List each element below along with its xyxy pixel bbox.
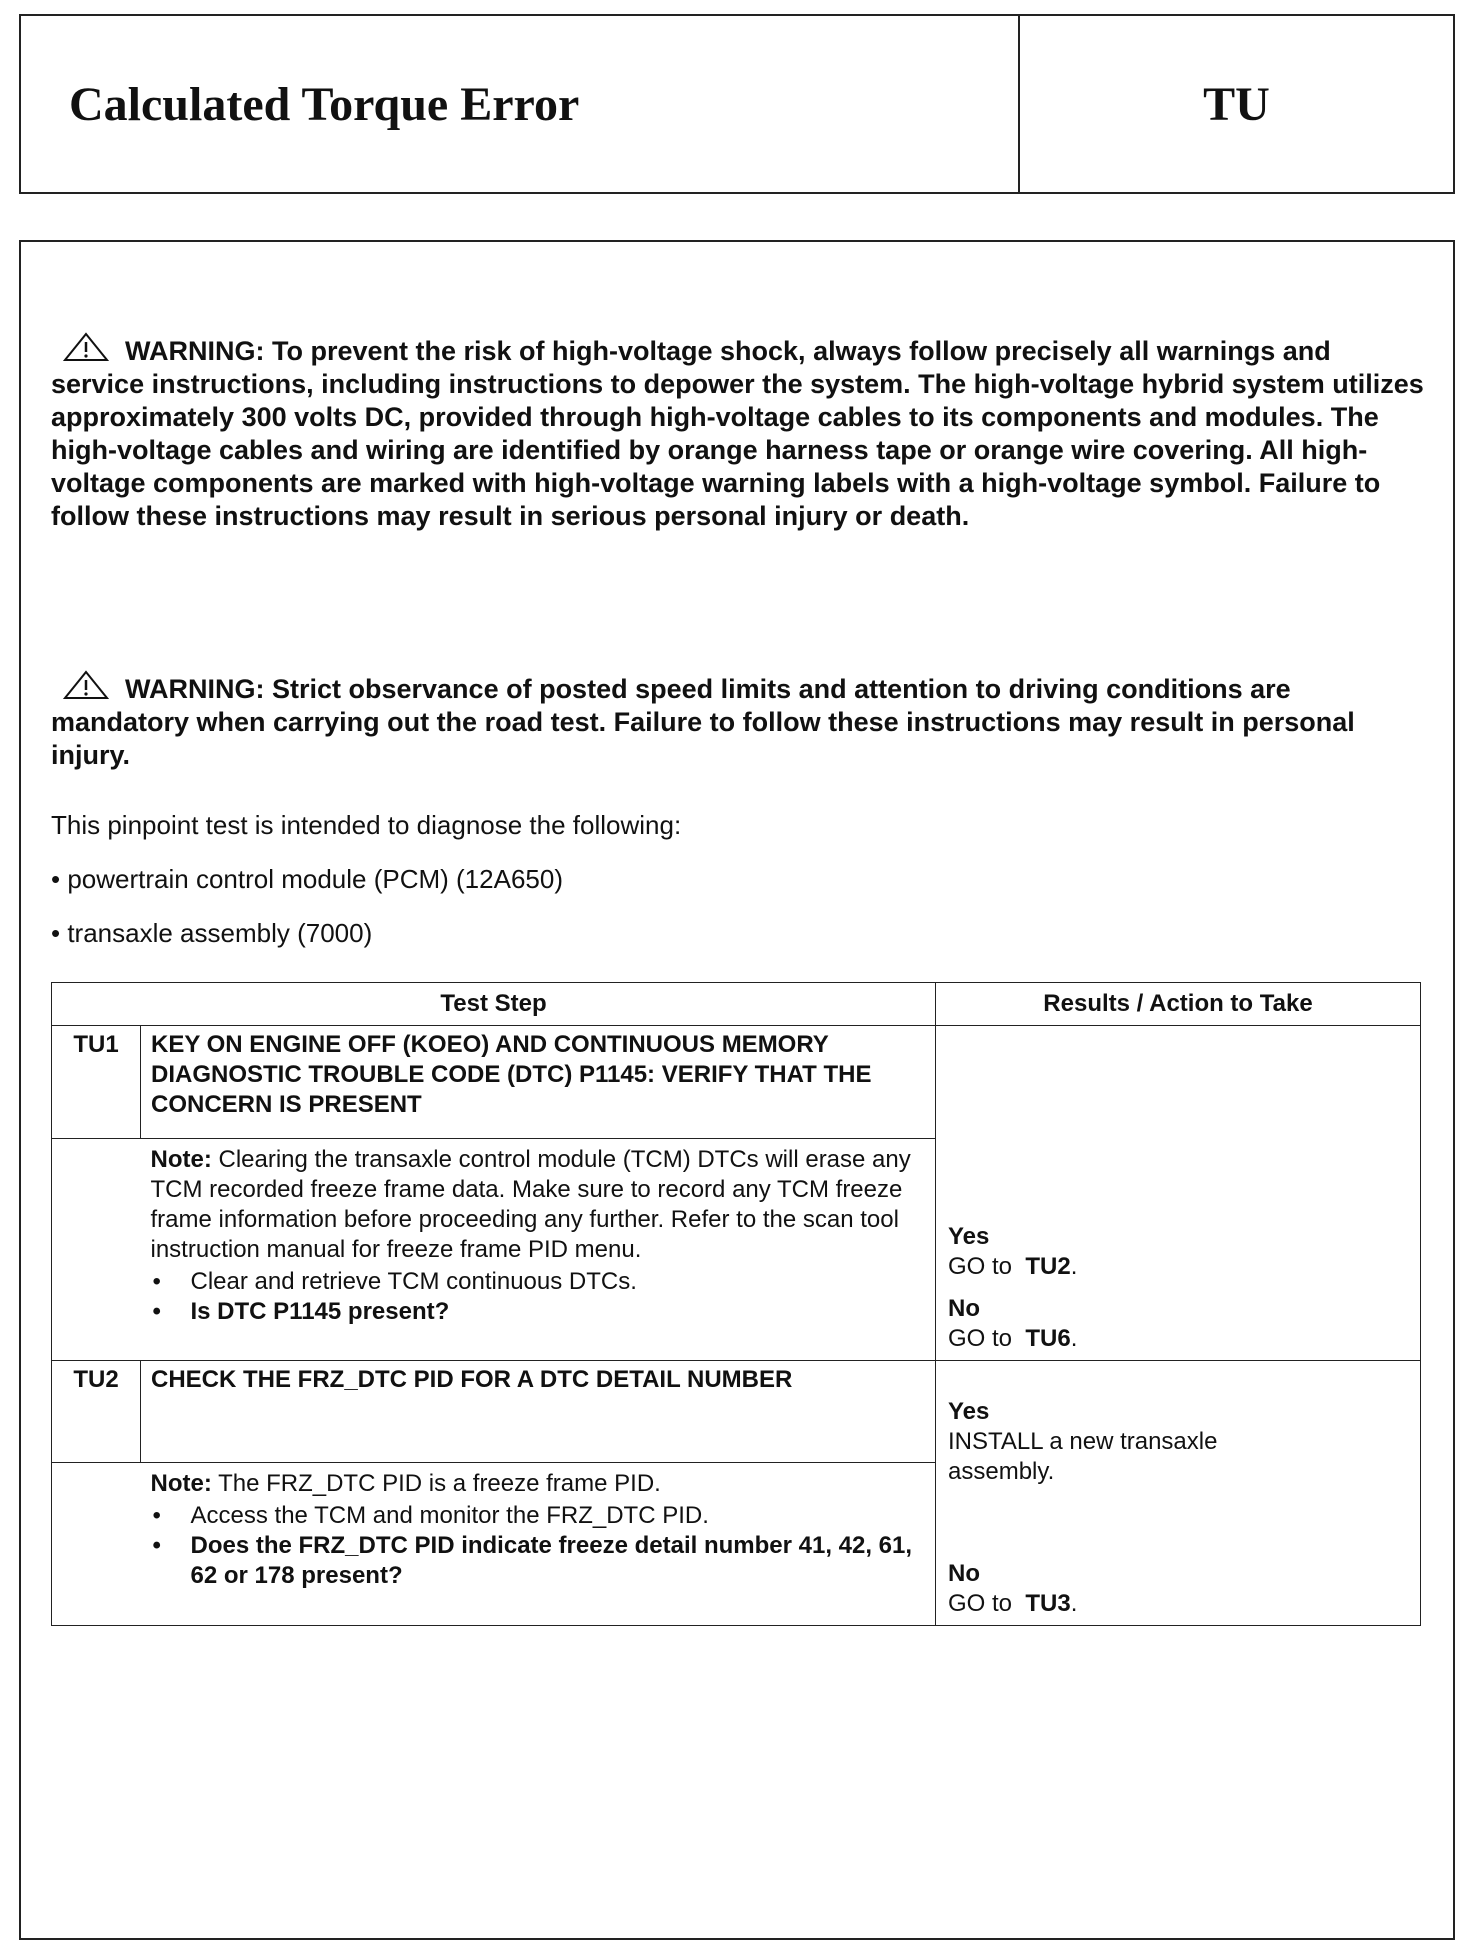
page-header xyxy=(19,14,1455,194)
warning-text: WARNING: Strict observance of posted speed limits and attention to driving conditions are mandatory when carrying out the road test. Failure to follow these instructions may result in personal injury. xyxy=(51,674,1355,770)
warning-triangle-icon xyxy=(63,332,109,362)
step-question: • Is DTC P1145 present? xyxy=(191,1297,926,1327)
step-body xyxy=(141,1463,936,1626)
step-note: Note: Clearing the transaxle control module (TCM) DTCs will erase any TCM recorded freeze frame data. Make sure to record any TCM freeze frame information before proceeding any further. Refer to the scan tool instruction manual for freeze frame PID menu. xyxy=(150,1145,911,1263)
step-actions xyxy=(151,1267,926,1327)
step-results xyxy=(936,1026,1421,1361)
diagnose-item: • transaxle assembly (7000) xyxy=(51,918,373,948)
step-title: CHECK THE FRZ_DTC PID FOR A DTC DETAIL NUMBER xyxy=(141,1361,936,1463)
goto-link[interactable]: TU3 xyxy=(1025,1590,1071,1617)
step-actions xyxy=(151,1501,926,1591)
step-action: • Access the TCM and monitor the FRZ_DTC PID. xyxy=(191,1501,926,1531)
diagnose-item: • powertrain control module (PCM) (12A650) xyxy=(51,864,563,894)
result-action: INSTALL a new transaxle assembly. xyxy=(948,1428,1218,1485)
step-action: • Clear and retrieve TCM continuous DTCs. xyxy=(191,1267,926,1297)
result-label: No xyxy=(948,1560,980,1587)
step-question: • Does the FRZ_DTC PID indicate freeze detail number 41, 42, 61, 62 or 178 present? xyxy=(191,1531,926,1591)
column-header-test-step: Test Step xyxy=(52,983,936,1026)
step-title-row xyxy=(52,1361,1421,1463)
section-code: TU xyxy=(1018,16,1453,192)
step-title: KEY ON ENGINE OFF (KOEO) AND CONTINUOUS MEMORY DIAGNOSTIC TROUBLE CODE (DTC) P1145: VERIFY THAT THE CONCERN IS PRESENT xyxy=(141,1026,936,1139)
result-label: No xyxy=(948,1295,980,1322)
step-id: TU1 xyxy=(52,1026,141,1139)
warning-text: WARNING: To prevent the risk of high-voltage shock, always follow precisely all warnings and service instructions, including instructions to depower the system. The high-voltage hybrid system utilizes approximately 300 volts DC, provided through high-voltage cables to its components and modules. The high-voltage cables and wiring are identified by orange harness tape or orange wire covering. All high-voltage components are marked with high-voltage warning labels with a high-voltage symbol. Failure to follow these instructions may result in serious personal injury or death. xyxy=(51,336,1424,531)
step-id: TU2 xyxy=(52,1361,141,1463)
goto-link[interactable]: TU2 xyxy=(1025,1253,1071,1280)
warning-high-voltage xyxy=(51,332,1431,533)
result-label: Yes xyxy=(948,1398,990,1425)
result-label: Yes xyxy=(948,1223,990,1250)
warning-triangle-icon xyxy=(63,670,109,700)
goto-link[interactable]: TU6 xyxy=(1025,1325,1071,1352)
intro-text: This pinpoint test is intended to diagnose the following: xyxy=(51,810,682,840)
page-title: Calculated Torque Error xyxy=(69,77,580,131)
content-box xyxy=(19,240,1455,1940)
result-action: GO to TU3. xyxy=(948,1590,1078,1617)
step-title-row xyxy=(52,1026,1421,1139)
result-action: GO to TU2. xyxy=(948,1253,1078,1280)
column-header-results: Results / Action to Take xyxy=(936,983,1421,1026)
pinpoint-test-table xyxy=(51,982,1421,1626)
result-action: GO to TU6. xyxy=(948,1325,1078,1352)
step-note: Note: The FRZ_DTC PID is a freeze frame PID. xyxy=(150,1470,661,1497)
warning-road-test xyxy=(51,670,1431,772)
step-body xyxy=(141,1138,936,1360)
table-header-row xyxy=(52,983,1421,1026)
step-results xyxy=(936,1361,1421,1626)
